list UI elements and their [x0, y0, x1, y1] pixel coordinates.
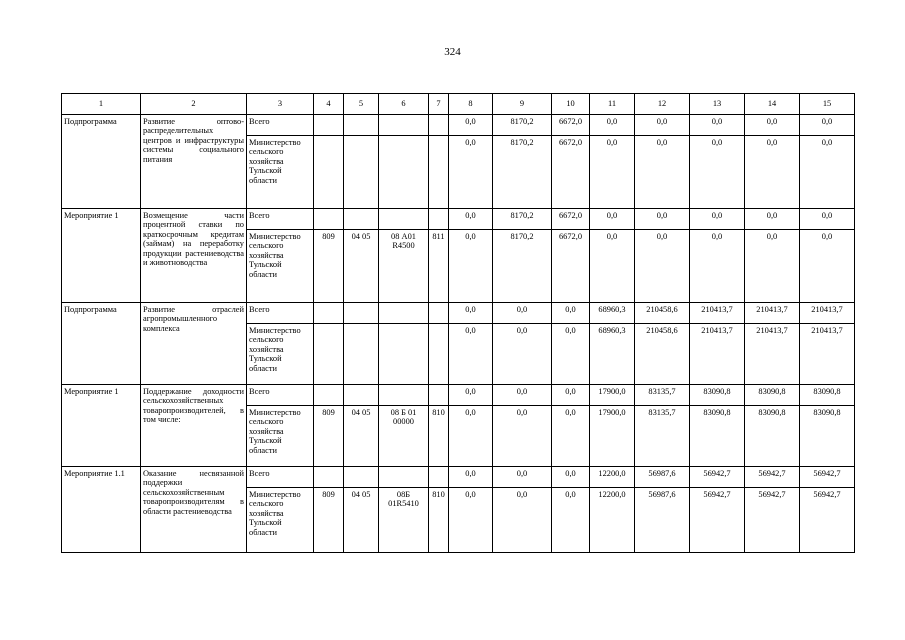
value-cell-col-15: 0,0: [800, 115, 855, 136]
value-cell-col-14: 56942,7: [745, 488, 800, 553]
column-header-2: 2: [141, 94, 247, 115]
value-cell-col-10: 6672,0: [552, 136, 590, 209]
executor-cell: Всего: [247, 115, 314, 136]
value-cell-col-13: 0,0: [690, 230, 745, 303]
column-header-13: 13: [690, 94, 745, 115]
value-cell-col-15: 56942,7: [800, 467, 855, 488]
value-cell-col-8: 0,0: [449, 209, 493, 230]
row-name: Развитие оптово-распределительных центров и инфраструктуры системы социального питания: [141, 115, 247, 209]
column-header-11: 11: [590, 94, 635, 115]
grbs-code-cell: [314, 385, 344, 406]
budget-table: [61, 93, 855, 553]
value-cell-col-10: 0,0: [552, 488, 590, 553]
value-cell-col-12: 56987,6: [635, 488, 690, 553]
target-article-cell: [379, 385, 429, 406]
expense-type-cell: 811: [429, 230, 449, 303]
grbs-code-cell: [314, 303, 344, 324]
value-cell-col-8: 0,0: [449, 406, 493, 467]
value-cell-col-15: 83090,8: [800, 385, 855, 406]
value-cell-col-12: 83135,7: [635, 385, 690, 406]
value-cell-col-8: 0,0: [449, 115, 493, 136]
value-cell-col-12: 0,0: [635, 115, 690, 136]
value-cell-col-14: 0,0: [745, 115, 800, 136]
section-code-cell: 04 05: [344, 230, 379, 303]
table-row: [62, 209, 855, 230]
value-cell-col-12: 56987,6: [635, 467, 690, 488]
value-cell-col-11: 12200,0: [590, 488, 635, 553]
value-cell-col-12: 210458,6: [635, 324, 690, 385]
expense-type-cell: [429, 115, 449, 136]
value-cell-col-9: 0,0: [493, 324, 552, 385]
section-code-cell: [344, 467, 379, 488]
executor-cell: Министерство сельского хозяйства Тульской области: [247, 488, 314, 553]
grbs-code-cell: 809: [314, 230, 344, 303]
column-header-3: 3: [247, 94, 314, 115]
value-cell-col-14: 210413,7: [745, 303, 800, 324]
value-cell-col-8: 0,0: [449, 488, 493, 553]
section-code-cell: [344, 324, 379, 385]
value-cell-col-12: 0,0: [635, 136, 690, 209]
section-code-cell: [344, 209, 379, 230]
value-cell-col-11: 68960,3: [590, 324, 635, 385]
expense-type-cell: [429, 385, 449, 406]
value-cell-col-9: 8170,2: [493, 136, 552, 209]
value-cell-col-8: 0,0: [449, 230, 493, 303]
row-type: Подпрограмма: [62, 115, 141, 209]
value-cell-col-14: 56942,7: [745, 467, 800, 488]
table-body: [62, 94, 855, 553]
value-cell-col-8: 0,0: [449, 467, 493, 488]
section-code-cell: [344, 303, 379, 324]
executor-cell: Всего: [247, 209, 314, 230]
target-article-cell: [379, 136, 429, 209]
value-cell-col-14: 0,0: [745, 230, 800, 303]
table-row: [62, 385, 855, 406]
value-cell-col-14: 210413,7: [745, 324, 800, 385]
value-cell-col-12: 0,0: [635, 209, 690, 230]
section-code-cell: [344, 136, 379, 209]
row-name: Развитие отраслей агропромышленного комплекса: [141, 303, 247, 385]
expense-type-cell: [429, 303, 449, 324]
executor-cell: Министерство сельского хозяйства Тульской области: [247, 230, 314, 303]
executor-cell: Всего: [247, 467, 314, 488]
value-cell-col-15: 0,0: [800, 136, 855, 209]
value-cell-col-13: 56942,7: [690, 488, 745, 553]
value-cell-col-13: 0,0: [690, 209, 745, 230]
value-cell-col-15: 0,0: [800, 230, 855, 303]
value-cell-col-14: 0,0: [745, 209, 800, 230]
row-type: Мероприятие 1: [62, 385, 141, 467]
value-cell-col-9: 0,0: [493, 488, 552, 553]
grbs-code-cell: [314, 115, 344, 136]
value-cell-col-12: 210458,6: [635, 303, 690, 324]
value-cell-col-10: 6672,0: [552, 115, 590, 136]
value-cell-col-15: 56942,7: [800, 488, 855, 553]
target-article-cell: 08 А01 R4500: [379, 230, 429, 303]
expense-type-cell: [429, 467, 449, 488]
column-header-7: 7: [429, 94, 449, 115]
value-cell-col-11: 12200,0: [590, 467, 635, 488]
value-cell-col-15: 0,0: [800, 209, 855, 230]
column-header-10: 10: [552, 94, 590, 115]
value-cell-col-8: 0,0: [449, 303, 493, 324]
value-cell-col-9: 0,0: [493, 303, 552, 324]
value-cell-col-11: 0,0: [590, 136, 635, 209]
column-header-15: 15: [800, 94, 855, 115]
value-cell-col-9: 8170,2: [493, 115, 552, 136]
target-article-cell: [379, 303, 429, 324]
table-row: [62, 115, 855, 136]
value-cell-col-15: 210413,7: [800, 324, 855, 385]
section-code-cell: [344, 115, 379, 136]
value-cell-col-14: 83090,8: [745, 385, 800, 406]
value-cell-col-13: 0,0: [690, 115, 745, 136]
column-header-12: 12: [635, 94, 690, 115]
row-type: Мероприятие 1.1: [62, 467, 141, 553]
value-cell-col-8: 0,0: [449, 385, 493, 406]
value-cell-col-15: 83090,8: [800, 406, 855, 467]
grbs-code-cell: [314, 467, 344, 488]
expense-type-cell: [429, 324, 449, 385]
value-cell-col-9: 0,0: [493, 467, 552, 488]
row-type: Подпрограмма: [62, 303, 141, 385]
value-cell-col-11: 17900,0: [590, 406, 635, 467]
row-name: Поддержание доходности сельскохозяйственных товаропроизводителей, в том числе:: [141, 385, 247, 467]
value-cell-col-10: 6672,0: [552, 209, 590, 230]
value-cell-col-14: 0,0: [745, 136, 800, 209]
expense-type-cell: [429, 209, 449, 230]
table-row: [62, 303, 855, 324]
grbs-code-cell: [314, 324, 344, 385]
target-article-cell: [379, 209, 429, 230]
value-cell-col-13: 0,0: [690, 136, 745, 209]
section-code-cell: 04 05: [344, 488, 379, 553]
column-header-6: 6: [379, 94, 429, 115]
value-cell-col-9: 8170,2: [493, 230, 552, 303]
value-cell-col-10: 0,0: [552, 467, 590, 488]
row-name: Возмещение части процентной ставки по краткосрочным кредитам (займам) на переработку продукции растениеводства и животноводства: [141, 209, 247, 303]
value-cell-col-11: 0,0: [590, 115, 635, 136]
value-cell-col-8: 0,0: [449, 324, 493, 385]
value-cell-col-15: 210413,7: [800, 303, 855, 324]
grbs-code-cell: [314, 209, 344, 230]
value-cell-col-13: 210413,7: [690, 324, 745, 385]
value-cell-col-9: 0,0: [493, 406, 552, 467]
value-cell-col-11: 17900,0: [590, 385, 635, 406]
value-cell-col-10: 6672,0: [552, 230, 590, 303]
value-cell-col-8: 0,0: [449, 136, 493, 209]
value-cell-col-13: 210413,7: [690, 303, 745, 324]
target-article-cell: [379, 115, 429, 136]
grbs-code-cell: 809: [314, 406, 344, 467]
expense-type-cell: [429, 136, 449, 209]
executor-cell: Всего: [247, 385, 314, 406]
value-cell-col-10: 0,0: [552, 385, 590, 406]
executor-cell: Министерство сельского хозяйства Тульской области: [247, 324, 314, 385]
value-cell-col-10: 0,0: [552, 406, 590, 467]
expense-type-cell: 810: [429, 406, 449, 467]
executor-cell: Министерство сельского хозяйства Тульской области: [247, 136, 314, 209]
grbs-code-cell: 809: [314, 488, 344, 553]
table-row: [62, 467, 855, 488]
grbs-code-cell: [314, 136, 344, 209]
row-type: Мероприятие 1: [62, 209, 141, 303]
section-code-cell: [344, 385, 379, 406]
value-cell-col-10: 0,0: [552, 324, 590, 385]
target-article-cell: 08Б 01R5410: [379, 488, 429, 553]
header-row: [62, 94, 855, 115]
column-header-4: 4: [314, 94, 344, 115]
column-header-1: 1: [62, 94, 141, 115]
value-cell-col-10: 0,0: [552, 303, 590, 324]
expense-type-cell: 810: [429, 488, 449, 553]
target-article-cell: [379, 324, 429, 385]
executor-cell: Всего: [247, 303, 314, 324]
value-cell-col-9: 8170,2: [493, 209, 552, 230]
value-cell-col-12: 0,0: [635, 230, 690, 303]
section-code-cell: 04 05: [344, 406, 379, 467]
value-cell-col-9: 0,0: [493, 385, 552, 406]
column-header-5: 5: [344, 94, 379, 115]
value-cell-col-11: 68960,3: [590, 303, 635, 324]
column-header-8: 8: [449, 94, 493, 115]
executor-cell: Министерство сельского хозяйства Тульской области: [247, 406, 314, 467]
value-cell-col-12: 83135,7: [635, 406, 690, 467]
column-header-14: 14: [745, 94, 800, 115]
target-article-cell: [379, 467, 429, 488]
row-name: Оказание несвязанной поддержки сельскохозяйственным товаропроизводителям в области растениеводства: [141, 467, 247, 553]
value-cell-col-11: 0,0: [590, 230, 635, 303]
value-cell-col-11: 0,0: [590, 209, 635, 230]
target-article-cell: 08 Б 01 00000: [379, 406, 429, 467]
value-cell-col-14: 83090,8: [745, 406, 800, 467]
value-cell-col-13: 56942,7: [690, 467, 745, 488]
value-cell-col-13: 83090,8: [690, 406, 745, 467]
column-header-9: 9: [493, 94, 552, 115]
value-cell-col-13: 83090,8: [690, 385, 745, 406]
page-number: 324: [444, 46, 461, 58]
